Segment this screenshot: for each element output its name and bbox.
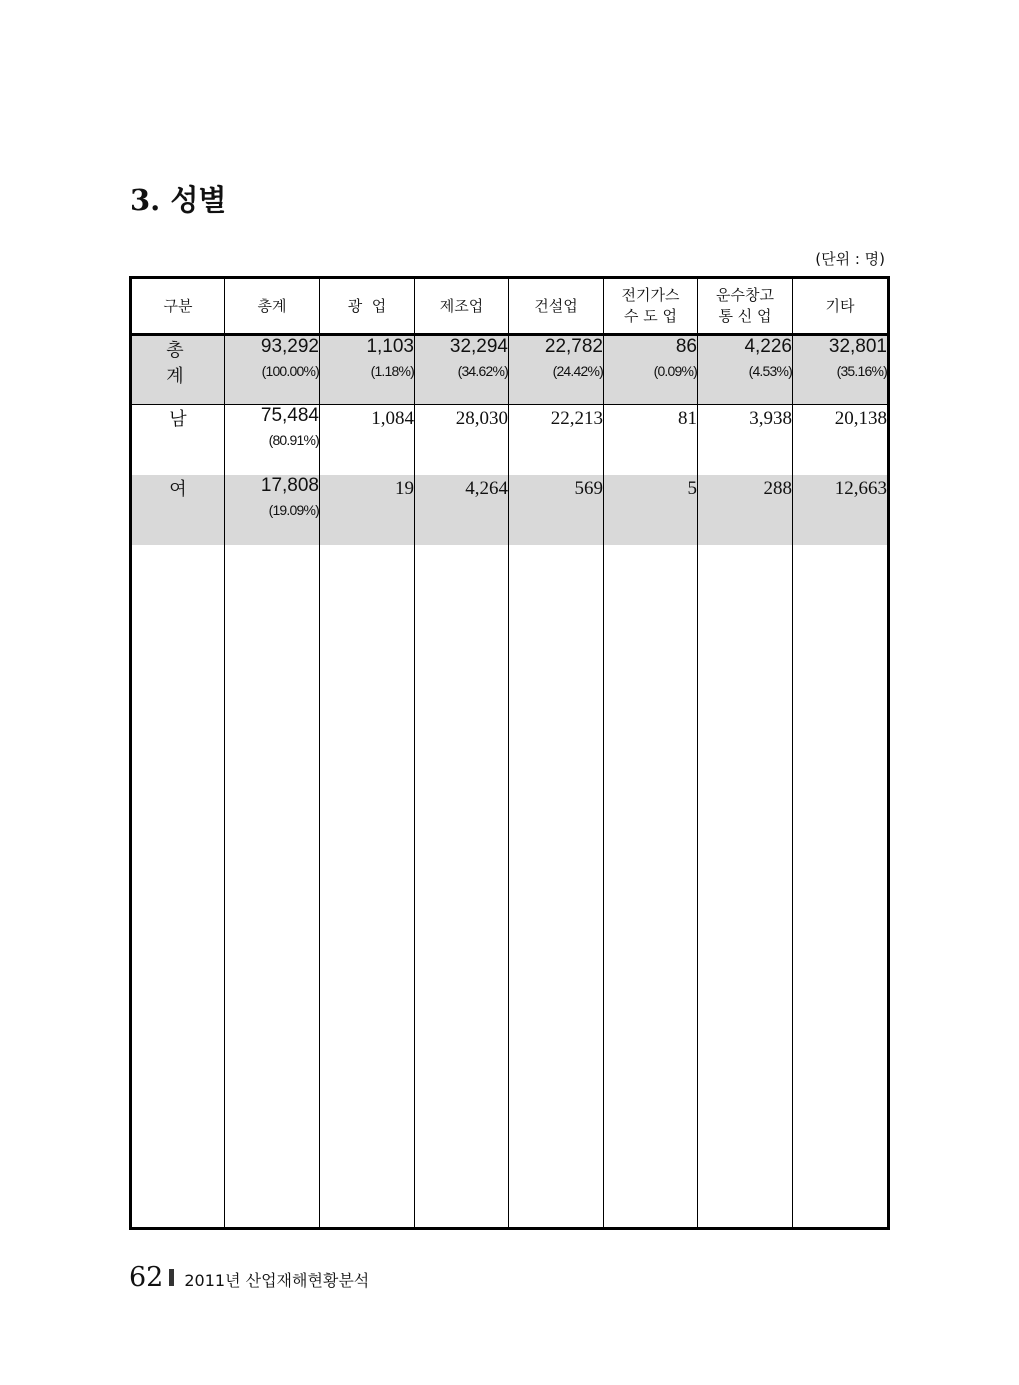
cell-mining: [320, 335, 415, 405]
table-row-total: [131, 335, 889, 405]
table-row-female: [131, 475, 889, 545]
cell-utilities: [604, 405, 698, 476]
header-category: 구분: [131, 278, 225, 335]
cell-mining: [320, 475, 415, 545]
cell-construction: [509, 475, 604, 545]
cell-manufacturing: [415, 405, 509, 476]
value: 4,264: [465, 478, 508, 499]
cell-manufacturing: [415, 335, 509, 405]
unit-label: (단위 : 명): [815, 250, 885, 268]
cell-manufacturing: [415, 475, 509, 545]
value: 1,084: [371, 408, 414, 429]
row-label: 총 계: [131, 335, 225, 405]
cell-transport: [698, 475, 793, 545]
value: 3,938: [749, 408, 792, 429]
table-row-male: [131, 405, 889, 476]
table-header-row: [131, 278, 889, 335]
row-label: 여: [131, 475, 225, 545]
percent: (0.09%): [653, 363, 697, 379]
value: 86: [675, 336, 697, 357]
publication-title: 2011년 산업재해현황분석: [184, 1271, 370, 1290]
value: 28,030: [455, 408, 508, 429]
value: 75,484: [260, 405, 319, 426]
row-label: 남: [131, 405, 225, 476]
value: 19: [395, 478, 414, 499]
section-title: 3. 성별: [130, 183, 227, 217]
percent: (1.18%): [370, 363, 414, 379]
value: 81: [678, 408, 697, 429]
header-manufacturing: 제조업: [415, 278, 509, 335]
cell-mining: [320, 405, 415, 476]
percent: (100.00%): [261, 363, 319, 379]
percent: (34.62%): [457, 363, 508, 379]
value: 32,294: [449, 336, 508, 357]
value: 288: [763, 478, 792, 499]
cell-construction: [509, 405, 604, 476]
cell-other: [793, 475, 889, 545]
gender-statistics-table: [129, 276, 890, 1230]
value: 22,213: [550, 408, 603, 429]
percent: (80.91%): [268, 432, 319, 448]
footer-divider-bar: [169, 1269, 174, 1286]
percent: (4.53%): [748, 363, 792, 379]
table-empty-area: [131, 545, 889, 1229]
value: 4,226: [744, 336, 792, 357]
header-other: 기타: [793, 278, 889, 335]
page-footer: [129, 1262, 369, 1293]
value: 1,103: [366, 336, 414, 357]
cell-total: [225, 405, 320, 476]
header-total: 총계: [225, 278, 320, 335]
header-construction: 건설업: [509, 278, 604, 335]
value: 32,801: [828, 336, 887, 357]
cell-construction: [509, 335, 604, 405]
value: 17,808: [260, 475, 319, 496]
cell-utilities: [604, 475, 698, 545]
cell-transport: [698, 405, 793, 476]
value: 569: [574, 478, 603, 499]
header-transport: 운수창고 통 신 업: [698, 278, 793, 335]
cell-utilities: [604, 335, 698, 405]
percent: (35.16%): [836, 363, 887, 379]
cell-total: [225, 475, 320, 545]
percent: (24.42%): [552, 363, 603, 379]
cell-transport: [698, 335, 793, 405]
header-mining: 광 업: [320, 278, 415, 335]
cell-total: [225, 335, 320, 405]
cell-other: [793, 335, 889, 405]
percent: (19.09%): [268, 502, 319, 518]
value: 20,138: [834, 408, 887, 429]
value: 12,663: [834, 478, 887, 499]
cell-other: [793, 405, 889, 476]
value: 22,782: [544, 336, 603, 357]
value: 5: [687, 478, 697, 499]
page-number: 62: [129, 1262, 164, 1293]
header-utilities: 전기가스 수 도 업: [604, 278, 698, 335]
value: 93,292: [260, 336, 319, 357]
